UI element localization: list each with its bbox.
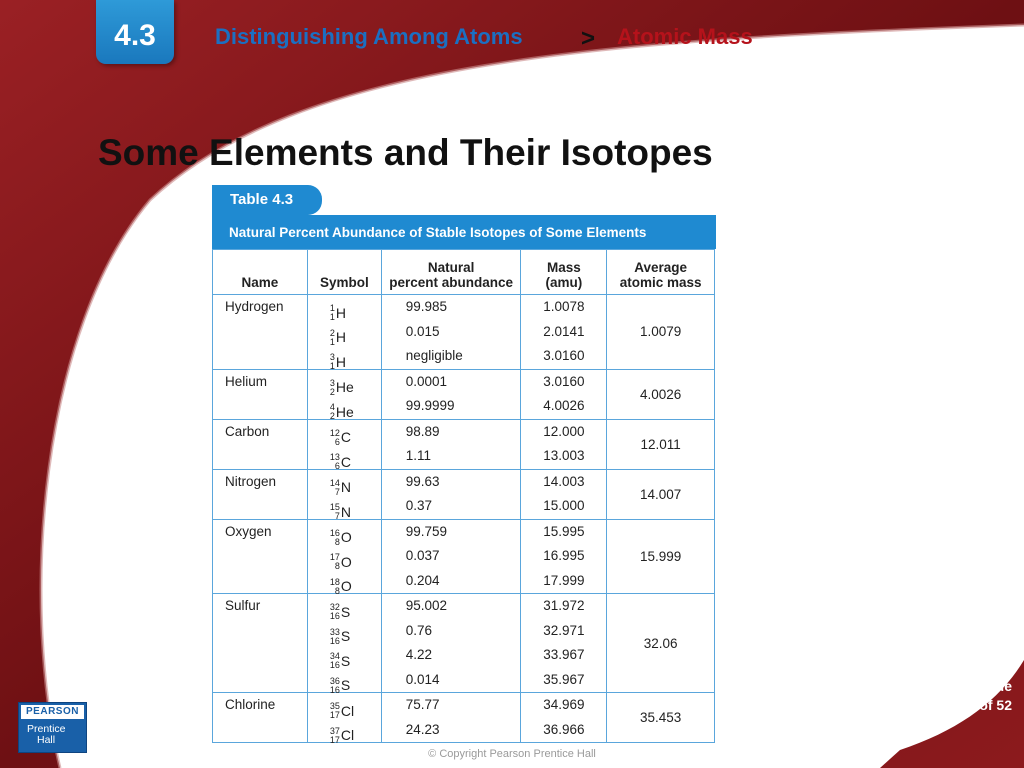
- mass-value: 3.0160: [543, 373, 585, 389]
- abundance-value: 1.11: [405, 448, 432, 463]
- isotope-symbols: [307, 693, 381, 743]
- mass-value: 14.003: [543, 473, 585, 489]
- abundance-value: 99.9999: [405, 398, 455, 413]
- table-row: [213, 519, 715, 594]
- element-name: Helium: [213, 369, 308, 419]
- mass-value: 1.0078: [543, 299, 585, 314]
- mass-value: 34.969: [543, 697, 585, 712]
- mass-value: 4.0026: [543, 398, 585, 413]
- abundance-value: 75.77: [405, 697, 440, 712]
- abundance-value: 98.89: [405, 423, 440, 439]
- isotope-abundances: [381, 519, 521, 594]
- mass-value: 2.0141: [543, 323, 585, 339]
- table-row: [213, 419, 715, 469]
- table-row: [213, 295, 715, 370]
- mass-value: 12.000: [543, 423, 585, 439]
- element-name: Chlorine: [213, 693, 308, 743]
- nuclide-symbol: 37 17 Cl: [329, 725, 355, 745]
- abundance-value: 0.037: [405, 548, 440, 563]
- element-name: Hydrogen: [213, 295, 308, 370]
- table-row: [213, 369, 715, 419]
- abundance-value: 95.002: [405, 598, 448, 613]
- isotope-abundances: [381, 594, 521, 693]
- average-atomic-mass: 35.453: [607, 693, 715, 743]
- average-atomic-mass: 32.06: [607, 594, 715, 693]
- element-name: Carbon: [213, 419, 308, 469]
- header-symbol: Symbol: [307, 250, 381, 295]
- nuclide-symbol: 35 17 Cl: [329, 701, 355, 720]
- isotope-symbols: [307, 594, 381, 693]
- average-atomic-mass: 14.007: [607, 469, 715, 519]
- isotope-abundances: [381, 295, 521, 370]
- isotope-masses: [521, 519, 607, 594]
- isotope-masses: [521, 594, 607, 693]
- isotope-symbols: [307, 469, 381, 519]
- mass-value: 15.995: [543, 523, 585, 539]
- abundance-value: 24.23: [405, 721, 440, 737]
- isotope-abundances: [381, 469, 521, 519]
- isotope-symbols: [307, 519, 381, 594]
- isotope-table-card: [212, 181, 716, 745]
- slide-title: Some Elements and Their Isotopes: [98, 132, 713, 173]
- abundance-value: 99.63: [405, 473, 440, 489]
- nuclide-symbol: 17 8 O: [329, 552, 352, 571]
- section-number-badge: 4.3: [96, 0, 174, 64]
- abundance-value: negligible: [405, 348, 463, 363]
- table-row: [213, 469, 715, 519]
- isotope-abundances: [381, 369, 521, 419]
- mass-value: 33.967: [543, 647, 585, 662]
- mass-value: 3.0160: [543, 348, 585, 363]
- mass-value: 17.999: [543, 572, 585, 588]
- header-average-mass: Average atomic mass: [607, 250, 715, 295]
- copyright-notice: © Copyright Pearson Prentice Hall: [428, 748, 596, 760]
- nuclide-symbol: 34 16 S: [329, 651, 351, 670]
- nuclide-symbol: 12 6 C: [329, 427, 352, 447]
- table-number-tab: Table 4.3: [212, 185, 322, 215]
- nuclide-symbol: 32 16 S: [329, 602, 351, 621]
- isotope-abundances: [381, 693, 521, 743]
- average-atomic-mass: 15.999: [607, 519, 715, 594]
- nuclide-symbol: 1 1 H: [329, 303, 347, 322]
- mass-value: 15.000: [543, 498, 585, 513]
- element-name: Sulfur: [213, 594, 308, 693]
- mass-value: 36.966: [543, 721, 585, 737]
- table-row: [213, 594, 715, 693]
- nuclide-symbol: 3 2 He: [329, 377, 354, 397]
- slide-counter: Slide 18 of 52: [959, 678, 1012, 713]
- abundance-value: 0.014: [405, 671, 440, 687]
- isotope-table: [212, 249, 715, 743]
- mass-value: 13.003: [543, 448, 585, 463]
- isotope-symbols: [307, 369, 381, 419]
- abundance-value: 0.76: [405, 622, 433, 638]
- average-atomic-mass: 4.0026: [607, 369, 715, 419]
- mass-value: 32.971: [543, 622, 585, 638]
- breadcrumb-topic[interactable]: Atomic Mass: [617, 24, 753, 49]
- abundance-value: 99.985: [405, 299, 448, 314]
- breadcrumb-chapter[interactable]: Distinguishing Among Atoms: [215, 24, 523, 49]
- mass-value: 31.972: [543, 598, 585, 613]
- table-header-row: [213, 250, 715, 295]
- element-name: Nitrogen: [213, 469, 308, 519]
- nuclide-symbol: 36 16 S: [329, 675, 351, 695]
- nuclide-symbol: 33 16 S: [329, 626, 351, 646]
- mass-value: 35.967: [543, 671, 585, 687]
- isotope-masses: [521, 295, 607, 370]
- nuclide-symbol: 15 7 N: [329, 502, 352, 521]
- isotope-masses: [521, 369, 607, 419]
- breadcrumb-separator: >: [581, 25, 596, 52]
- table-row: [213, 693, 715, 743]
- element-name: Oxygen: [213, 519, 308, 594]
- abundance-value: 99.759: [405, 523, 448, 539]
- nuclide-symbol: 13 6 C: [329, 452, 352, 471]
- isotope-symbols: [307, 419, 381, 469]
- abundance-value: 0.37: [405, 498, 433, 513]
- header-name: Name: [213, 250, 308, 295]
- average-atomic-mass: 1.0079: [607, 295, 715, 370]
- isotope-masses: [521, 693, 607, 743]
- isotope-masses: [521, 419, 607, 469]
- isotope-masses: [521, 469, 607, 519]
- header-abundance: Natural percent abundance: [381, 250, 521, 295]
- isotope-abundances: [381, 419, 521, 469]
- isotope-symbols: [307, 295, 381, 370]
- abundance-value: 4.22: [405, 647, 433, 662]
- table-caption: Natural Percent Abundance of Stable Isotopes of Some Elements: [212, 217, 716, 249]
- nuclide-symbol: 16 8 O: [329, 527, 352, 547]
- nuclide-symbol: 18 8 O: [329, 576, 352, 596]
- abundance-value: 0.204: [405, 572, 440, 588]
- header-mass: Mass (amu): [521, 250, 607, 295]
- nuclide-symbol: 3 1 H: [329, 352, 347, 371]
- abundance-value: 0.0001: [405, 373, 448, 389]
- nuclide-symbol: 14 7 N: [329, 477, 352, 497]
- nuclide-symbol: 2 1 H: [329, 327, 347, 347]
- average-atomic-mass: 12.011: [607, 419, 715, 469]
- mass-value: 16.995: [543, 548, 585, 563]
- nuclide-symbol: 4 2 He: [329, 402, 354, 421]
- abundance-value: 0.015: [405, 323, 440, 339]
- pearson-prentice-hall-logo: PEARSON Prentice Hall: [18, 702, 87, 753]
